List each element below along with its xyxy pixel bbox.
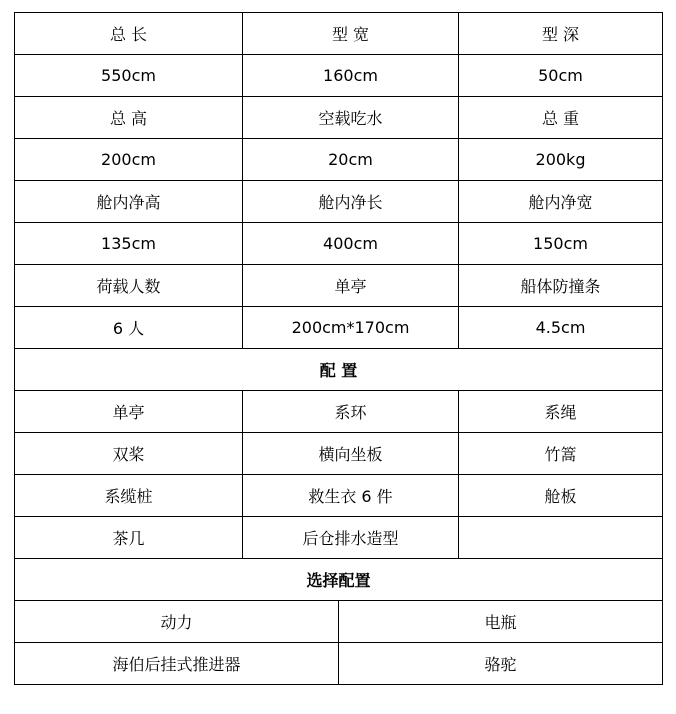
config-item: 后仓排水造型 (243, 517, 459, 559)
spec-label-draft: 空载吃水 (243, 97, 459, 139)
config-item: 舱板 (459, 475, 663, 517)
table-row (15, 223, 663, 265)
spec-label-cabin-width: 舱内净宽 (459, 181, 663, 223)
table-row (15, 643, 663, 685)
table-row (15, 307, 663, 349)
table-row (15, 139, 663, 181)
table-row (15, 265, 663, 307)
spec-value-capacity: 6 人 (15, 307, 243, 349)
table-row (15, 517, 663, 559)
spec-value-cabin-height: 135cm (15, 223, 243, 265)
config-item: 救生衣 6 件 (243, 475, 459, 517)
table-row (15, 601, 663, 643)
spec-value-depth: 50cm (459, 55, 663, 97)
optional-label-power: 动力 (15, 601, 339, 643)
spec-label-total-weight: 总 重 (459, 97, 663, 139)
spec-label-bumper: 船体防撞条 (459, 265, 663, 307)
optional-value-thruster: 海伯后挂式推进器 (15, 643, 339, 685)
table-row (15, 475, 663, 517)
spec-label-total-height: 总 高 (15, 97, 243, 139)
spec-label-beam: 型 宽 (243, 13, 459, 55)
table-row (15, 97, 663, 139)
config-item: 竹篙 (459, 433, 663, 475)
spec-label-depth: 型 深 (459, 13, 663, 55)
spec-label-cabin-length: 舱内净长 (243, 181, 459, 223)
spec-label-pavilion: 单亭 (243, 265, 459, 307)
table-row (15, 391, 663, 433)
config-item: 系缆桩 (15, 475, 243, 517)
config-item: 单亭 (15, 391, 243, 433)
config-section-title: 配 置 (15, 349, 663, 391)
spec-value-cabin-width: 150cm (459, 223, 663, 265)
config-item: 双桨 (15, 433, 243, 475)
table-row (15, 13, 663, 55)
boat-spec-table (14, 12, 663, 685)
spec-value-bumper: 4.5cm (459, 307, 663, 349)
table-row (15, 55, 663, 97)
config-item-empty (459, 517, 663, 559)
spec-value-beam: 160cm (243, 55, 459, 97)
spec-label-cabin-height: 舱内净高 (15, 181, 243, 223)
spec-label-total-length: 总 长 (15, 13, 243, 55)
spec-value-pavilion: 200cm*170cm (243, 307, 459, 349)
table-row (15, 559, 663, 601)
optional-label-battery: 电瓶 (339, 601, 663, 643)
config-item: 系环 (243, 391, 459, 433)
spec-value-total-weight: 200kg (459, 139, 663, 181)
spec-value-draft: 20cm (243, 139, 459, 181)
spec-label-capacity: 荷载人数 (15, 265, 243, 307)
config-item: 系绳 (459, 391, 663, 433)
table-row (15, 181, 663, 223)
spec-value-total-height: 200cm (15, 139, 243, 181)
config-item: 横向坐板 (243, 433, 459, 475)
table-row (15, 349, 663, 391)
config-item: 茶几 (15, 517, 243, 559)
table-row (15, 433, 663, 475)
optional-value-camel: 骆驼 (339, 643, 663, 685)
optional-section-title: 选择配置 (15, 559, 663, 601)
spec-value-cabin-length: 400cm (243, 223, 459, 265)
spec-value-total-length: 550cm (15, 55, 243, 97)
